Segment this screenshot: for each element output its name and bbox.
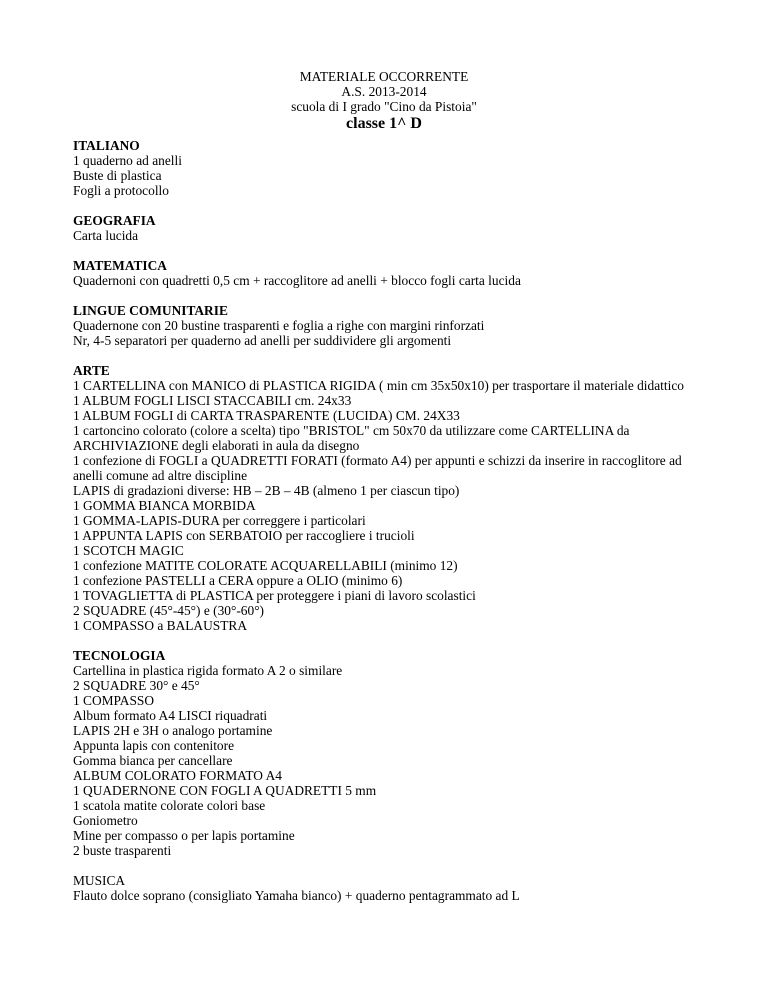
list-item: 1 scatola matite colorate colori base [73, 798, 266, 813]
list-item: 1 TOVAGLIETTA di PLASTICA per proteggere i piani di lavoro scolastici [73, 588, 476, 603]
list-item: Goniometro [73, 813, 138, 828]
list-item: 1 confezione PASTELLI a CERA oppure a OLIO (minimo 6) [73, 573, 403, 588]
list-item: Cartellina in plastica rigida formato A 2 o similare [73, 663, 343, 678]
list-item: Mine per compasso o per lapis portamine [73, 828, 295, 843]
document-body [73, 138, 713, 918]
list-item: Carta lucida [73, 228, 139, 243]
list-item: 1 SCOTCH MAGIC [73, 543, 184, 558]
list-item: 2 SQUADRE 30° e 45° [73, 678, 200, 693]
list-item: Buste di plastica [73, 168, 162, 183]
list-item: 1 QUADERNONE CON FOGLI A QUADRETTI 5 mm [73, 783, 377, 798]
school-name: scuola di I grado "Cino da Pistoia" [291, 99, 477, 114]
list-item: LAPIS 2H e 3H o analogo portamine [73, 723, 273, 738]
section-italiano [73, 138, 713, 198]
list-item: 1 APPUNTA LAPIS con SERBATOIO per raccogliere i trucioli [73, 528, 415, 543]
section-musica [73, 873, 713, 903]
list-item: 1 cartoncino colorato (colore a scelta) tipo "BRISTOL" cm 50x70 da utilizzare come CARTELLINA da ARCHIVIAZIONE degli elaborati in aula da disegno [73, 423, 630, 453]
section-title: TECNOLOGIA [73, 648, 166, 663]
section-title: LINGUE COMUNITARIE [73, 303, 228, 318]
list-item: Quadernone con 20 bustine trasparenti e foglia a righe con margini rinforzati [73, 318, 485, 333]
section-title: MATEMATICA [73, 258, 167, 273]
section-title: GEOGRAFIA [73, 213, 156, 228]
list-item: 2 SQUADRE (45°-45°) e (30°-60°) [73, 603, 265, 618]
section-arte [73, 363, 713, 633]
section-tecnologia [73, 648, 713, 858]
list-item: Gomma bianca per cancellare [73, 753, 233, 768]
school-year: A.S. 2013-2014 [341, 84, 427, 99]
document-header [0, 69, 768, 133]
class-label: classe 1^ D [346, 115, 422, 132]
section-matematica [73, 258, 713, 288]
list-item: 2 buste trasparenti [73, 843, 172, 858]
list-item: 1 confezione MATITE COLORATE ACQUARELLABILI (minimo 12) [73, 558, 458, 573]
section-geografia [73, 213, 713, 243]
list-item: Quadernoni con quadretti 0,5 cm + raccoglitore ad anelli + blocco fogli carta lucida [73, 273, 521, 288]
section-lingue-comunitarie [73, 303, 713, 348]
list-item: 1 CARTELLINA con MANICO di PLASTICA RIGIDA ( min cm 35x50x10) per trasportare il materiale didattico [73, 378, 684, 393]
list-item: Nr, 4-5 separatori per quaderno ad anelli per suddividere gli argomenti [73, 333, 452, 348]
list-item: Appunta lapis con contenitore [73, 738, 235, 753]
list-item: 1 GOMMA-LAPIS-DURA per correggere i particolari [73, 513, 366, 528]
list-item: Album formato A4 LISCI riquadrati [73, 708, 268, 723]
list-item: Fogli a protocollo [73, 183, 169, 198]
list-item: 1 COMPASSO a BALAUSTRA [73, 618, 247, 633]
list-item: 1 ALBUM FOGLI LISCI STACCABILI cm. 24x33 [73, 393, 352, 408]
section-title: ITALIANO [73, 138, 140, 153]
section-title: MUSICA [73, 873, 126, 888]
list-item: 1 confezione di FOGLI a QUADRETTI FORATI (formato A4) per appunti e schizzi da inserire in raccoglitore ad anelli comune ad altre discipline [73, 453, 682, 483]
list-item: 1 COMPASSO [73, 693, 155, 708]
list-item: ALBUM COLORATO FORMATO A4 [73, 768, 282, 783]
document-title: MATERIALE OCCORRENTE [299, 69, 469, 84]
list-item: Flauto dolce soprano (consigliato Yamaha bianco) + quaderno pentagrammato ad L [73, 888, 520, 903]
list-item: 1 ALBUM FOGLI di CARTA TRASPARENTE (LUCIDA) CM. 24X33 [73, 408, 460, 423]
list-item: 1 GOMMA BIANCA MORBIDA [73, 498, 256, 513]
list-item: 1 quaderno ad anelli [73, 153, 182, 168]
section-title: ARTE [73, 363, 110, 378]
list-item: LAPIS di gradazioni diverse: HB – 2B – 4B (almeno 1 per ciascun tipo) [73, 483, 460, 498]
